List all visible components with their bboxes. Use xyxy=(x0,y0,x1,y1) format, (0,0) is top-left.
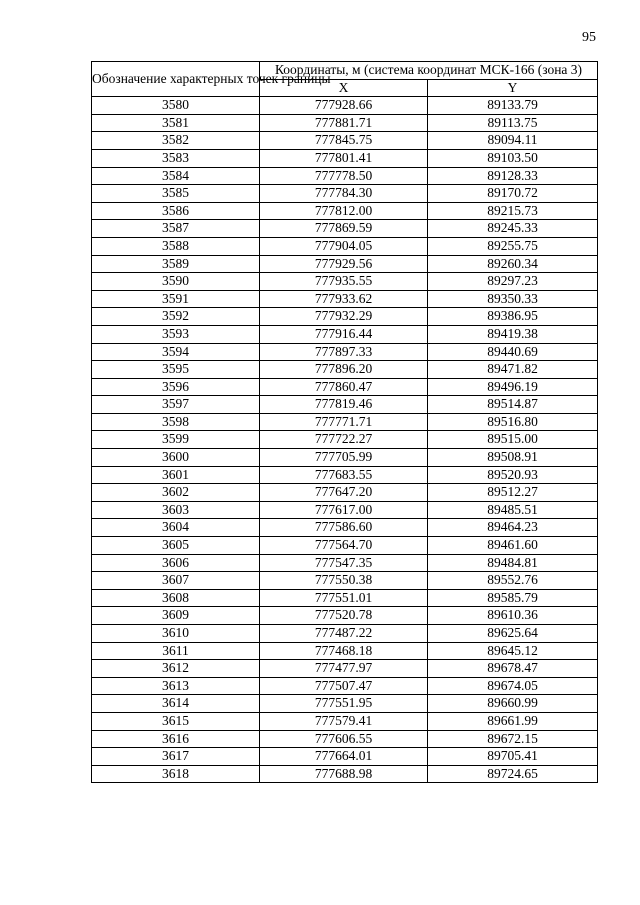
point-id-cell: 3582 xyxy=(92,132,260,150)
x-coordinate-cell: 777520.78 xyxy=(260,607,428,625)
point-id-cell: 3614 xyxy=(92,695,260,713)
point-id-cell: 3592 xyxy=(92,308,260,326)
point-id-cell: 3587 xyxy=(92,220,260,238)
x-coordinate-cell: 777778.50 xyxy=(260,167,428,185)
point-id-cell: 3588 xyxy=(92,237,260,255)
table-row xyxy=(92,607,598,625)
y-coordinate-cell: 89661.99 xyxy=(428,712,598,730)
y-coordinate-cell: 89516.80 xyxy=(428,413,598,431)
point-id-cell: 3599 xyxy=(92,431,260,449)
y-coordinate-cell: 89297.23 xyxy=(428,273,598,291)
table-row xyxy=(92,501,598,519)
table-row xyxy=(92,308,598,326)
y-coordinate-cell: 89255.75 xyxy=(428,237,598,255)
table-row xyxy=(92,185,598,203)
point-id-cell: 3609 xyxy=(92,607,260,625)
point-id-cell: 3580 xyxy=(92,97,260,115)
table-row xyxy=(92,167,598,185)
table-row xyxy=(92,149,598,167)
table-row xyxy=(92,343,598,361)
x-coordinate-cell: 777507.47 xyxy=(260,677,428,695)
y-coordinate-cell: 89678.47 xyxy=(428,660,598,678)
point-id-cell: 3602 xyxy=(92,484,260,502)
x-coordinate-cell: 777881.71 xyxy=(260,114,428,132)
y-coordinate-cell: 89512.27 xyxy=(428,484,598,502)
x-coordinate-cell: 777929.56 xyxy=(260,255,428,273)
x-coordinate-cell: 777683.55 xyxy=(260,466,428,484)
point-id-cell: 3583 xyxy=(92,149,260,167)
y-coordinate-cell: 89461.60 xyxy=(428,537,598,555)
x-coordinate-cell: 777812.00 xyxy=(260,202,428,220)
table-row xyxy=(92,695,598,713)
x-coordinate-cell: 777932.29 xyxy=(260,308,428,326)
x-coordinate-cell: 777935.55 xyxy=(260,273,428,291)
x-coordinate-cell: 777551.01 xyxy=(260,589,428,607)
y-coordinate-cell: 89610.36 xyxy=(428,607,598,625)
point-id-cell: 3598 xyxy=(92,413,260,431)
y-coordinate-cell: 89350.33 xyxy=(428,290,598,308)
x-coordinate-cell: 777933.62 xyxy=(260,290,428,308)
y-coordinate-cell: 89094.11 xyxy=(428,132,598,150)
y-coordinate-cell: 89103.50 xyxy=(428,149,598,167)
point-id-cell: 3610 xyxy=(92,625,260,643)
x-coordinate-cell: 777647.20 xyxy=(260,484,428,502)
point-id-cell: 3607 xyxy=(92,572,260,590)
y-coordinate-cell: 89464.23 xyxy=(428,519,598,537)
x-coordinate-cell: 777547.35 xyxy=(260,554,428,572)
point-id-cell: 3615 xyxy=(92,712,260,730)
table-row xyxy=(92,413,598,431)
x-column-header: X xyxy=(260,79,428,97)
point-id-cell: 3605 xyxy=(92,537,260,555)
y-coordinate-cell: 89515.00 xyxy=(428,431,598,449)
table-row xyxy=(92,431,598,449)
x-coordinate-cell: 777606.55 xyxy=(260,730,428,748)
y-coordinate-cell: 89672.15 xyxy=(428,730,598,748)
x-coordinate-cell: 777897.33 xyxy=(260,343,428,361)
y-coordinate-cell: 89386.95 xyxy=(428,308,598,326)
table-row xyxy=(92,378,598,396)
point-id-cell: 3590 xyxy=(92,273,260,291)
table-body xyxy=(92,97,598,783)
y-coordinate-cell: 89660.99 xyxy=(428,695,598,713)
x-coordinate-cell: 777916.44 xyxy=(260,325,428,343)
x-coordinate-cell: 777869.59 xyxy=(260,220,428,238)
table-row xyxy=(92,290,598,308)
y-coordinate-cell: 89674.05 xyxy=(428,677,598,695)
table-row xyxy=(92,325,598,343)
y-coordinate-cell: 89260.34 xyxy=(428,255,598,273)
x-coordinate-cell: 777586.60 xyxy=(260,519,428,537)
coordinates-header: Координаты, м (система координат МСК-166 (зона 3) xyxy=(260,62,598,80)
y-coordinate-cell: 89625.64 xyxy=(428,625,598,643)
point-id-cell: 3591 xyxy=(92,290,260,308)
y-coordinate-cell: 89471.82 xyxy=(428,361,598,379)
x-coordinate-cell: 777904.05 xyxy=(260,237,428,255)
coordinates-table xyxy=(91,61,598,783)
y-coordinate-cell: 89133.79 xyxy=(428,97,598,115)
x-coordinate-cell: 777722.27 xyxy=(260,431,428,449)
point-id-cell: 3618 xyxy=(92,765,260,783)
y-coordinate-cell: 89585.79 xyxy=(428,589,598,607)
table-row xyxy=(92,748,598,766)
x-coordinate-cell: 777860.47 xyxy=(260,378,428,396)
table-row xyxy=(92,589,598,607)
table-row xyxy=(92,396,598,414)
point-id-cell: 3596 xyxy=(92,378,260,396)
y-coordinate-cell: 89484.81 xyxy=(428,554,598,572)
x-coordinate-cell: 777819.46 xyxy=(260,396,428,414)
y-coordinate-cell: 89514.87 xyxy=(428,396,598,414)
point-id-cell: 3616 xyxy=(92,730,260,748)
table-row xyxy=(92,625,598,643)
table-row xyxy=(92,712,598,730)
y-column-header: Y xyxy=(428,79,598,97)
table-row xyxy=(92,114,598,132)
point-id-cell: 3581 xyxy=(92,114,260,132)
point-designation-header: Обозначение характерных точек границы xyxy=(92,62,260,97)
y-coordinate-cell: 89419.38 xyxy=(428,325,598,343)
point-id-cell: 3604 xyxy=(92,519,260,537)
x-coordinate-cell: 777564.70 xyxy=(260,537,428,555)
x-coordinate-cell: 777801.41 xyxy=(260,149,428,167)
table-row xyxy=(92,660,598,678)
point-id-cell: 3601 xyxy=(92,466,260,484)
y-coordinate-cell: 89705.41 xyxy=(428,748,598,766)
point-id-cell: 3584 xyxy=(92,167,260,185)
table-row xyxy=(92,202,598,220)
point-id-cell: 3585 xyxy=(92,185,260,203)
y-coordinate-cell: 89113.75 xyxy=(428,114,598,132)
x-coordinate-cell: 777617.00 xyxy=(260,501,428,519)
x-coordinate-cell: 777688.98 xyxy=(260,765,428,783)
y-coordinate-cell: 89128.33 xyxy=(428,167,598,185)
table-row xyxy=(92,572,598,590)
table-row xyxy=(92,237,598,255)
x-coordinate-cell: 777771.71 xyxy=(260,413,428,431)
point-id-cell: 3597 xyxy=(92,396,260,414)
x-coordinate-cell: 777550.38 xyxy=(260,572,428,590)
y-coordinate-cell: 89645.12 xyxy=(428,642,598,660)
table-row xyxy=(92,220,598,238)
table-row xyxy=(92,537,598,555)
y-coordinate-cell: 89724.65 xyxy=(428,765,598,783)
table-header xyxy=(92,62,598,97)
point-id-cell: 3613 xyxy=(92,677,260,695)
x-coordinate-cell: 777579.41 xyxy=(260,712,428,730)
table-row xyxy=(92,519,598,537)
x-coordinate-cell: 777705.99 xyxy=(260,449,428,467)
point-id-cell: 3593 xyxy=(92,325,260,343)
table-row xyxy=(92,97,598,115)
x-coordinate-cell: 777928.66 xyxy=(260,97,428,115)
table-row xyxy=(92,361,598,379)
point-id-cell: 3608 xyxy=(92,589,260,607)
x-coordinate-cell: 777551.95 xyxy=(260,695,428,713)
y-coordinate-cell: 89508.91 xyxy=(428,449,598,467)
point-id-cell: 3611 xyxy=(92,642,260,660)
table-row xyxy=(92,255,598,273)
y-coordinate-cell: 89440.69 xyxy=(428,343,598,361)
x-coordinate-cell: 777896.20 xyxy=(260,361,428,379)
y-coordinate-cell: 89170.72 xyxy=(428,185,598,203)
table-row xyxy=(92,466,598,484)
x-coordinate-cell: 777477.97 xyxy=(260,660,428,678)
y-coordinate-cell: 89485.51 xyxy=(428,501,598,519)
y-coordinate-cell: 89215.73 xyxy=(428,202,598,220)
point-id-cell: 3589 xyxy=(92,255,260,273)
table-row xyxy=(92,132,598,150)
table-row xyxy=(92,765,598,783)
table-row xyxy=(92,554,598,572)
point-id-cell: 3617 xyxy=(92,748,260,766)
point-id-cell: 3600 xyxy=(92,449,260,467)
point-id-cell: 3612 xyxy=(92,660,260,678)
x-coordinate-cell: 777487.22 xyxy=(260,625,428,643)
table-row xyxy=(92,642,598,660)
y-coordinate-cell: 89520.93 xyxy=(428,466,598,484)
table-row xyxy=(92,484,598,502)
table-row xyxy=(92,449,598,467)
table-row xyxy=(92,730,598,748)
x-coordinate-cell: 777468.18 xyxy=(260,642,428,660)
point-id-cell: 3586 xyxy=(92,202,260,220)
point-id-cell: 3606 xyxy=(92,554,260,572)
point-id-cell: 3603 xyxy=(92,501,260,519)
y-coordinate-cell: 89245.33 xyxy=(428,220,598,238)
x-coordinate-cell: 777784.30 xyxy=(260,185,428,203)
point-id-cell: 3594 xyxy=(92,343,260,361)
x-coordinate-cell: 777845.75 xyxy=(260,132,428,150)
x-coordinate-cell: 777664.01 xyxy=(260,748,428,766)
y-coordinate-cell: 89496.19 xyxy=(428,378,598,396)
table-row xyxy=(92,273,598,291)
y-coordinate-cell: 89552.76 xyxy=(428,572,598,590)
page-number: 95 xyxy=(582,30,596,45)
point-id-cell: 3595 xyxy=(92,361,260,379)
table-row xyxy=(92,677,598,695)
